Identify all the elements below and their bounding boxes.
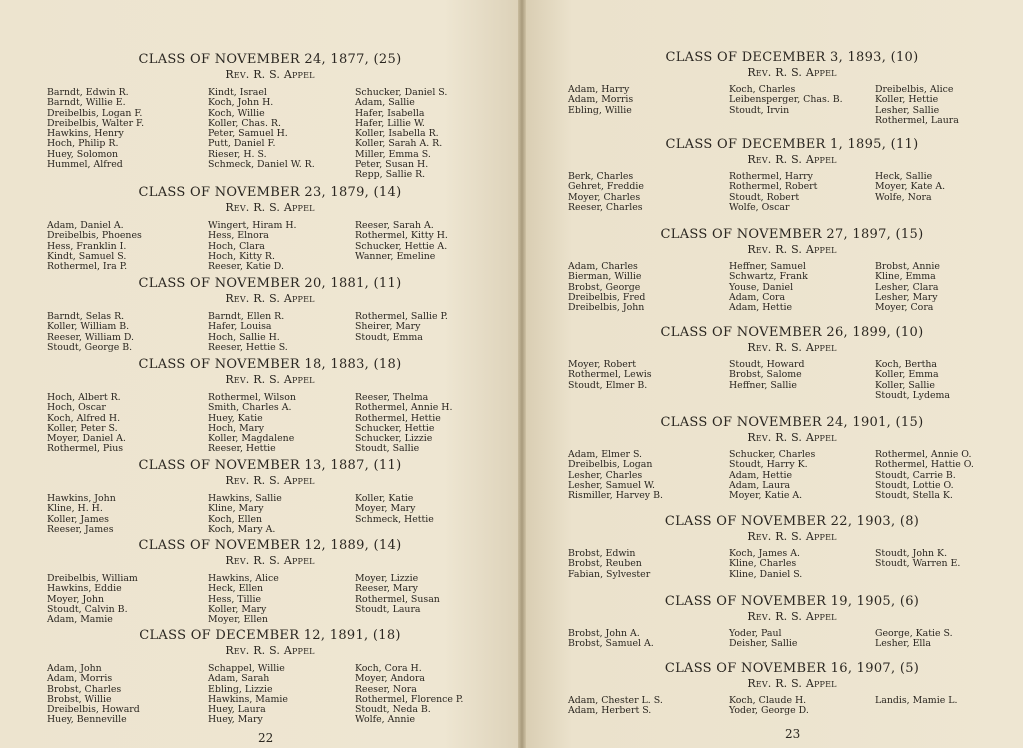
member-name: Reeser, James xyxy=(47,523,114,535)
member-name: Hoch, Philip R. xyxy=(47,138,119,150)
member-name: Moyer, Lizzie xyxy=(355,573,419,584)
class-heading: CLASS OF NOVEMBER 19, 1905, (6) xyxy=(664,594,920,609)
member-name: Adam, Cora xyxy=(729,291,786,303)
member-name: Stoudt, Stella K. xyxy=(875,490,953,502)
class-heading: CLASS OF NOVEMBER 24, 1877, (25) xyxy=(138,52,402,67)
member-name: Koller, Emma xyxy=(875,369,939,381)
member-name: Brobst, Edwin xyxy=(568,548,636,559)
member-name: Brobst, Annie xyxy=(875,261,940,272)
member-name: Rothermel, Kitty H. xyxy=(355,230,448,242)
member-name: Hawkins, Mamie xyxy=(208,693,288,705)
name-column xyxy=(208,221,297,272)
name-column xyxy=(355,88,447,181)
member-name: Schucker, Charles xyxy=(729,449,816,460)
member-name: Hawkins, Alice xyxy=(208,573,279,584)
member-name: Barndt, Edwin R. xyxy=(47,87,129,98)
class-heading: CLASS OF DECEMBER 3, 1893, (10) xyxy=(665,50,919,65)
member-name: Lesher, Ella xyxy=(875,638,932,650)
member-name: Huey, Katie xyxy=(208,412,263,424)
member-name: Adam, Daniel A. xyxy=(47,220,124,231)
member-name: Moyer, Robert xyxy=(568,359,636,370)
member-name: Stoudt, Robert xyxy=(729,191,800,203)
member-name: Stoudt, Neda B. xyxy=(355,704,431,716)
name-column xyxy=(568,262,645,313)
member-name: Reeser, Sarah A. xyxy=(355,220,434,231)
name-column xyxy=(47,312,134,353)
member-name: Rismiller, Harvey B. xyxy=(568,490,663,502)
name-column xyxy=(729,450,815,501)
member-name: Koch, Bertha xyxy=(875,359,937,370)
member-name: Koller, Katie xyxy=(355,493,414,504)
pastor-name: Rev. R. S. Appel xyxy=(747,66,837,79)
member-name: Dreibelbis, Fred xyxy=(568,291,646,303)
name-column xyxy=(208,664,288,726)
pastor-name: Rev. R. S. Appel xyxy=(747,677,837,690)
member-name: Reeser, Thelma xyxy=(355,392,429,403)
member-name: Stoudt, John K. xyxy=(875,548,948,559)
member-name: Adam, Charles xyxy=(568,261,638,272)
member-name: Koch, Alfred H. xyxy=(47,412,121,424)
member-name: Berk, Charles xyxy=(568,171,634,182)
member-name: Lesher, Charles xyxy=(568,469,643,481)
member-name: Reeser, Hettie xyxy=(208,443,276,455)
member-name: Putt, Daniel F. xyxy=(208,138,276,150)
member-name: Moyer, Charles xyxy=(568,191,641,203)
member-name: Adam, Mamie xyxy=(47,614,113,626)
name-column xyxy=(875,696,957,706)
member-name: Hess, Tillie xyxy=(208,593,262,605)
member-name: Huey, Mary xyxy=(208,714,263,726)
member-name: Rothermel, Robert xyxy=(729,181,818,193)
member-name: Adam, Chester L. S. xyxy=(568,695,663,706)
name-column xyxy=(875,450,974,501)
name-column xyxy=(729,629,797,650)
member-name: Lesher, Sallie xyxy=(875,104,940,116)
member-name: Leibensperger, Chas. B. xyxy=(729,94,843,106)
member-name: Stoudt, Lottie O. xyxy=(875,479,954,491)
pastor-name: Rev. R. S. Appel xyxy=(747,341,837,354)
member-name: Lesher, Clara xyxy=(875,281,939,293)
name-column xyxy=(208,574,279,625)
member-name: Dreibelbis, John xyxy=(568,302,645,314)
member-name: Barndt, Willie E. xyxy=(47,97,126,109)
member-name: Schmeck, Hettie xyxy=(355,513,434,525)
member-name: Moyer, John xyxy=(47,593,104,605)
member-name: Dreibelbis, Phoenes xyxy=(47,230,142,242)
member-name: Dreibelbis, Howard xyxy=(47,704,140,716)
name-column xyxy=(355,312,448,343)
member-name: Schucker, Hettie xyxy=(355,422,435,434)
name-column xyxy=(47,393,126,455)
name-column xyxy=(729,360,805,391)
member-name: Adam, Laura xyxy=(729,479,791,491)
member-name: Barndt, Ellen R. xyxy=(208,311,285,322)
member-name: Rothermel, Hettie xyxy=(355,412,441,424)
name-column xyxy=(568,172,644,213)
member-name: Adam, Hettie xyxy=(729,302,793,314)
member-name: Heffner, Sallie xyxy=(729,379,797,391)
class-heading: CLASS OF DECEMBER 1, 1895, (11) xyxy=(665,137,919,152)
member-name: Rothermel, Lewis xyxy=(568,369,652,381)
name-column xyxy=(47,574,138,625)
member-name: Rothermel, Hattie O. xyxy=(875,459,974,471)
member-name: Kline, Daniel S. xyxy=(729,568,803,580)
name-column xyxy=(568,360,652,391)
member-name: Rothermel, Pius xyxy=(47,443,124,455)
member-name: Hafer, Louisa xyxy=(208,321,272,333)
pastor-name: Rev. R. S. Appel xyxy=(225,68,315,81)
member-name: Adam, Harry xyxy=(568,84,630,95)
member-name: Dreibelbis, Alice xyxy=(875,84,954,95)
member-name: Hess, Elnora xyxy=(208,230,269,242)
member-name: Kline, Emma xyxy=(875,271,936,283)
name-column xyxy=(729,696,809,717)
member-name: Hoch, Kitty R. xyxy=(208,250,275,262)
member-name: Peter, Susan H. xyxy=(355,159,429,171)
member-name: Dreibelbis, Logan xyxy=(568,459,653,471)
member-name: Koch, James A. xyxy=(729,548,800,559)
member-name: Brobst, Salome xyxy=(729,369,802,381)
name-column xyxy=(208,88,315,170)
member-name: Adam, Hettie xyxy=(729,469,793,481)
member-name: Reeser, Mary xyxy=(355,583,418,595)
member-name: Moyer, Kate A. xyxy=(875,181,946,193)
name-column xyxy=(875,629,953,650)
pastor-name: Rev. R. S. Appel xyxy=(747,431,837,444)
name-column xyxy=(729,85,843,116)
member-name: Koch, Mary A. xyxy=(208,523,276,535)
member-name: Koch, Claude H. xyxy=(729,695,807,706)
member-name: Hafer, Lillie W. xyxy=(355,117,425,129)
member-name: Bierman, Willie xyxy=(568,271,642,283)
name-column xyxy=(47,664,140,726)
member-name: Lesher, Mary xyxy=(875,291,938,303)
member-name: Koller, Sarah A. R. xyxy=(355,138,443,150)
pastor-name: Rev. R. S. Appel xyxy=(747,243,837,256)
member-name: Rieser, H. S. xyxy=(208,148,267,160)
name-column xyxy=(875,172,945,203)
name-column xyxy=(355,574,440,615)
member-name: Miller, Emma S. xyxy=(355,148,431,160)
member-name: Hawkins, John xyxy=(47,493,116,504)
member-name: Wingert, Hiram H. xyxy=(208,220,297,231)
member-name: Schucker, Hettie A. xyxy=(355,240,448,252)
member-name: Adam, Morris xyxy=(47,673,113,685)
member-name: Stoudt, Howard xyxy=(729,359,805,370)
member-name: Fabian, Sylvester xyxy=(568,568,651,580)
name-column xyxy=(875,549,960,570)
member-name: Brobst, George xyxy=(568,281,641,293)
member-name: Peter, Samuel H. xyxy=(208,128,288,140)
member-name: Dreibelbis, Logan F. xyxy=(47,107,143,119)
member-name: Smith, Charles A. xyxy=(208,402,292,414)
member-name: Adam, Herbert S. xyxy=(568,705,652,717)
member-name: Adam, Morris xyxy=(568,94,634,106)
name-column xyxy=(47,494,116,535)
name-column xyxy=(729,262,808,313)
member-name: Koch, Willie xyxy=(208,107,265,119)
member-name: Stoudt, Sallie xyxy=(355,443,420,455)
right-page xyxy=(522,0,1023,748)
class-heading: CLASS OF NOVEMBER 23, 1879, (14) xyxy=(138,185,402,200)
member-name: Koller, Magdalene xyxy=(208,433,295,445)
member-name: Hawkins, Eddie xyxy=(47,583,122,595)
member-name: Koller, Isabella R. xyxy=(355,128,439,140)
member-name: Huey, Solomon xyxy=(47,148,119,160)
book-gutter xyxy=(518,0,526,748)
member-name: Stoudt, Elmer B. xyxy=(568,379,648,391)
class-heading: CLASS OF NOVEMBER 12, 1889, (14) xyxy=(138,538,402,553)
member-name: Yoder, Paul xyxy=(729,628,782,639)
member-name: Stoudt, Harry K. xyxy=(729,459,808,471)
name-column xyxy=(568,85,633,116)
name-column xyxy=(568,549,650,580)
member-name: Kline, H. H. xyxy=(47,503,103,515)
member-name: Reeser, Hettie S. xyxy=(208,341,288,353)
member-name: Dreibelbis, Walter F. xyxy=(47,117,145,129)
member-name: Huey, Benneville xyxy=(47,714,127,726)
member-name: Stoudt, Lydema xyxy=(875,389,950,401)
member-name: Stoudt, George B. xyxy=(47,341,133,353)
member-name: Koller, Peter S. xyxy=(47,422,118,434)
member-name: Koller, Sallie xyxy=(875,379,935,391)
member-name: Heck, Ellen xyxy=(208,583,264,595)
member-name: Reeser, Charles xyxy=(568,201,643,213)
member-name: Reeser, William D. xyxy=(47,331,135,343)
class-heading: CLASS OF NOVEMBER 24, 1901, (15) xyxy=(660,415,924,430)
member-name: Hawkins, Sallie xyxy=(208,493,282,504)
member-name: Stoudt, Calvin B. xyxy=(47,603,128,615)
pastor-name: Rev. R. S. Appel xyxy=(225,292,315,305)
member-name: Kline, Charles xyxy=(729,558,797,570)
name-column xyxy=(729,549,802,580)
member-name: Hoch, Oscar xyxy=(47,402,106,414)
name-column xyxy=(875,360,950,401)
member-name: Schucker, Lizzie xyxy=(355,433,433,445)
member-name: Reeser, Katie D. xyxy=(208,261,284,273)
member-name: Stoudt, Laura xyxy=(355,603,421,615)
member-name: Schappel, Willie xyxy=(208,663,285,674)
name-column xyxy=(208,312,288,353)
name-column xyxy=(355,393,452,455)
member-name: Kline, Mary xyxy=(208,503,264,515)
member-name: Wolfe, Oscar xyxy=(729,201,790,213)
member-name: Hafer, Isabella xyxy=(355,107,425,119)
member-name: Rothermel, Laura xyxy=(875,114,959,126)
member-name: Kindt, Samuel S. xyxy=(47,250,127,262)
member-name: Moyer, Ellen xyxy=(208,614,268,626)
name-column xyxy=(47,221,142,272)
name-column xyxy=(729,172,817,213)
member-name: Hoch, Mary xyxy=(208,422,265,434)
member-name: Koller, James xyxy=(47,513,109,525)
member-name: Ebling, Willie xyxy=(568,104,632,116)
member-name: Wanner, Emeline xyxy=(355,250,436,262)
name-column xyxy=(208,393,296,455)
member-name: Deisher, Sallie xyxy=(729,638,798,650)
member-name: Lesher, Samuel W. xyxy=(568,479,656,491)
pastor-name: Rev. R. S. Appel xyxy=(225,373,315,386)
member-name: Koch, Cora H. xyxy=(355,663,422,674)
member-name: George, Katie S. xyxy=(875,628,953,639)
class-heading: CLASS OF DECEMBER 12, 1891, (18) xyxy=(139,628,401,643)
member-name: Brobst, Reuben xyxy=(568,558,642,570)
class-heading: CLASS OF NOVEMBER 18, 1883, (18) xyxy=(138,357,402,372)
member-name: Stoudt, Irvin xyxy=(729,104,790,116)
member-name: Stoudt, Carrie B. xyxy=(875,469,956,481)
class-heading: CLASS OF NOVEMBER 13, 1887, (11) xyxy=(138,458,402,473)
member-name: Rothermel, Annie H. xyxy=(355,402,453,414)
pastor-name: Rev. R. S. Appel xyxy=(225,201,315,214)
member-name: Hummel, Alfred xyxy=(47,159,123,171)
member-name: Hoch, Sallie H. xyxy=(208,331,280,343)
member-name: Schwartz, Frank xyxy=(729,271,808,283)
member-name: Koller, William B. xyxy=(47,321,130,333)
member-name: Adam, Elmer S. xyxy=(568,449,643,460)
class-heading: CLASS OF NOVEMBER 27, 1897, (15) xyxy=(660,227,924,242)
member-name: Yoder, George D. xyxy=(729,705,809,717)
member-name: Kindt, Israel xyxy=(208,87,267,98)
member-name: Stoudt, Warren E. xyxy=(875,558,961,570)
member-name: Brobst, Samuel A. xyxy=(568,638,654,650)
member-name: Moyer, Daniel A. xyxy=(47,433,126,445)
name-column xyxy=(355,664,463,726)
class-heading: CLASS OF NOVEMBER 26, 1899, (10) xyxy=(660,325,924,340)
member-name: Koch, Ellen xyxy=(208,513,263,525)
name-column xyxy=(568,696,663,717)
member-name: Wolfe, Nora xyxy=(875,191,932,203)
member-name: Brobst, Charles xyxy=(47,683,122,695)
name-column xyxy=(355,221,448,262)
member-name: Moyer, Cora xyxy=(875,302,934,314)
member-name: Schmeck, Daniel W. R. xyxy=(208,159,315,171)
class-heading: CLASS OF NOVEMBER 20, 1881, (11) xyxy=(138,276,402,291)
name-column xyxy=(568,450,663,501)
member-name: Adam, Sallie xyxy=(355,97,415,109)
member-name: Rothermel, Ira P. xyxy=(47,261,128,273)
member-name: Youse, Daniel xyxy=(729,281,794,293)
name-column xyxy=(47,88,144,170)
member-name: Koller, Mary xyxy=(208,603,267,615)
member-name: Reeser, Nora xyxy=(355,683,417,695)
member-name: Huey, Laura xyxy=(208,704,266,716)
member-name: Hawkins, Henry xyxy=(47,128,124,140)
pastor-name: Rev. R. S. Appel xyxy=(225,474,315,487)
name-column xyxy=(355,494,434,525)
member-name: Adam, Sarah xyxy=(208,673,270,685)
member-name: Moyer, Katie A. xyxy=(729,490,803,502)
member-name: Adam, John xyxy=(47,663,102,674)
member-name: Gehret, Freddie xyxy=(568,181,644,193)
member-name: Rothermel, Sallie P. xyxy=(355,311,448,322)
pastor-name: Rev. R. S. Appel xyxy=(225,554,315,567)
member-name: Rothermel, Susan xyxy=(355,593,440,605)
member-name: Koller, Hettie xyxy=(875,94,939,106)
member-name: Repp, Sallie R. xyxy=(355,169,426,181)
page-number: 23 xyxy=(785,727,801,741)
member-name: Sheirer, Mary xyxy=(355,321,421,333)
member-name: Heffner, Samuel xyxy=(729,261,806,272)
member-name: Moyer, Mary xyxy=(355,503,416,515)
member-name: Schucker, Daniel S. xyxy=(355,87,448,98)
pastor-name: Rev. R. S. Appel xyxy=(747,153,837,166)
member-name: Rothermel, Harry xyxy=(729,171,813,182)
pastor-name: Rev. R. S. Appel xyxy=(747,610,837,623)
pastor-name: Rev. R. S. Appel xyxy=(747,530,837,543)
member-name: Koch, John H. xyxy=(208,97,274,109)
name-column xyxy=(208,494,282,535)
member-name: Brobst, Willie xyxy=(47,693,112,705)
member-name: Ebling, Lizzie xyxy=(208,683,273,695)
name-column xyxy=(875,262,940,313)
page-number: 22 xyxy=(258,731,274,745)
member-name: Barndt, Selas R. xyxy=(47,311,125,322)
member-name: Rothermel, Annie O. xyxy=(875,449,972,460)
member-name: Dreibelbis, William xyxy=(47,573,138,584)
member-name: Moyer, Andora xyxy=(355,673,426,685)
member-name: Brobst, John A. xyxy=(568,628,640,639)
name-column xyxy=(568,629,654,650)
member-name: Hoch, Clara xyxy=(208,240,265,252)
member-name: Koch, Charles xyxy=(729,84,796,95)
class-heading: CLASS OF NOVEMBER 22, 1903, (8) xyxy=(664,514,920,529)
class-heading: CLASS OF NOVEMBER 16, 1907, (5) xyxy=(664,661,920,676)
name-column xyxy=(875,85,959,126)
member-name: Heck, Sallie xyxy=(875,171,933,182)
member-name: Hoch, Albert R. xyxy=(47,392,121,403)
member-name: Stoudt, Emma xyxy=(355,331,423,343)
member-name: Hess, Franklin I. xyxy=(47,240,127,252)
member-name: Rothermel, Florence P. xyxy=(355,693,464,705)
member-name: Wolfe, Annie xyxy=(355,714,416,726)
member-name: Koller, Chas. R. xyxy=(208,117,281,129)
member-name: Rothermel, Wilson xyxy=(208,392,296,403)
pastor-name: Rev. R. S. Appel xyxy=(225,644,315,657)
member-name: Landis, Mamie L. xyxy=(875,695,958,706)
